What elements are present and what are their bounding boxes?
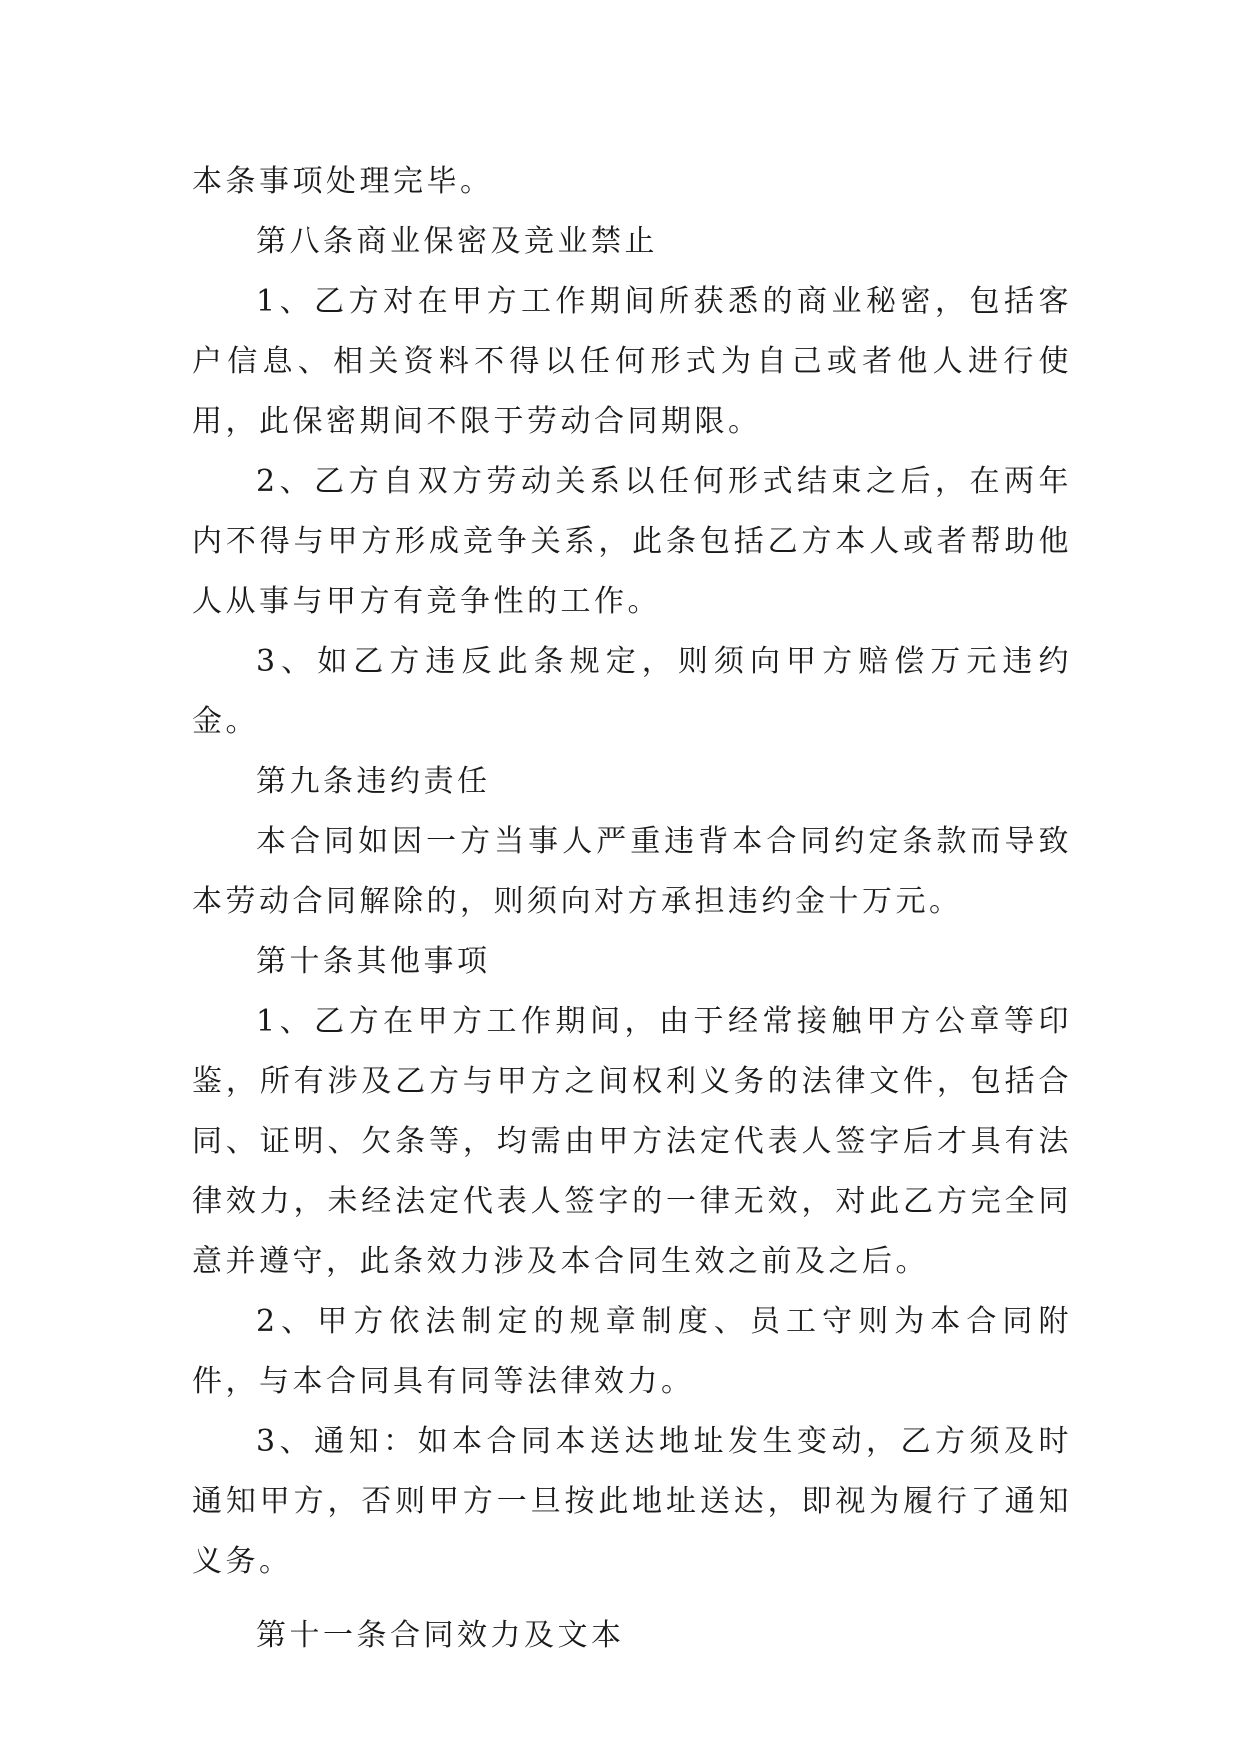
article-8-clause-3: 3、如乙方违反此条规定，则须向甲方赔偿万元违约金。 bbox=[192, 644, 1072, 739]
article-8-clause-1: 1、乙方对在甲方工作期间所获悉的商业秘密，包括客户信息、相关资料不得以任何形式为自己或者他人进行使用，此保密期间不限于劳动合同期限。 bbox=[192, 284, 1072, 439]
article-10-clause-2: 2、甲方依法制定的规章制度、员工守则为本合同附件，与本合同具有同等法律效力。 bbox=[192, 1304, 1072, 1399]
article-10-clause-3: 3、通知：如本合同本送达地址发生变动，乙方须及时通知甲方，否则甲方一旦按此地址送达，即视为履行了通知义务。 bbox=[192, 1424, 1072, 1579]
article-9-body: 本合同如因一方当事人严重违背本合同约定条款而导致本劳动合同解除的，则须向对方承担违约金十万元。 bbox=[192, 824, 1072, 919]
article-8-heading: 第八条商业保密及竞业禁止 bbox=[256, 224, 658, 259]
article-8-clause-2: 2、乙方自双方劳动关系以任何形式结束之后，在两年内不得与甲方形成竞争关系，此条包括乙方本人或者帮助他人从事与甲方有竞争性的工作。 bbox=[192, 464, 1072, 619]
article-10-clause-1: 1、乙方在甲方工作期间，由于经常接触甲方公章等印鉴，所有涉及乙方与甲方之间权利义务的法律文件，包括合同、证明、欠条等，均需由甲方法定代表人签字后才具有法律效力，未经法定代表人签字的一律无效，对此乙方完全同意并遵守，此条效力涉及本合同生效之前及之后。 bbox=[192, 1004, 1072, 1279]
document-body bbox=[192, 152, 1072, 1666]
paragraph-continuation: 本条事项处理完毕。 bbox=[192, 164, 494, 199]
article-11-heading: 第十一条合同效力及文本 bbox=[256, 1618, 625, 1653]
article-9-heading: 第九条违约责任 bbox=[256, 764, 491, 799]
article-10-heading: 第十条其他事项 bbox=[256, 944, 491, 979]
